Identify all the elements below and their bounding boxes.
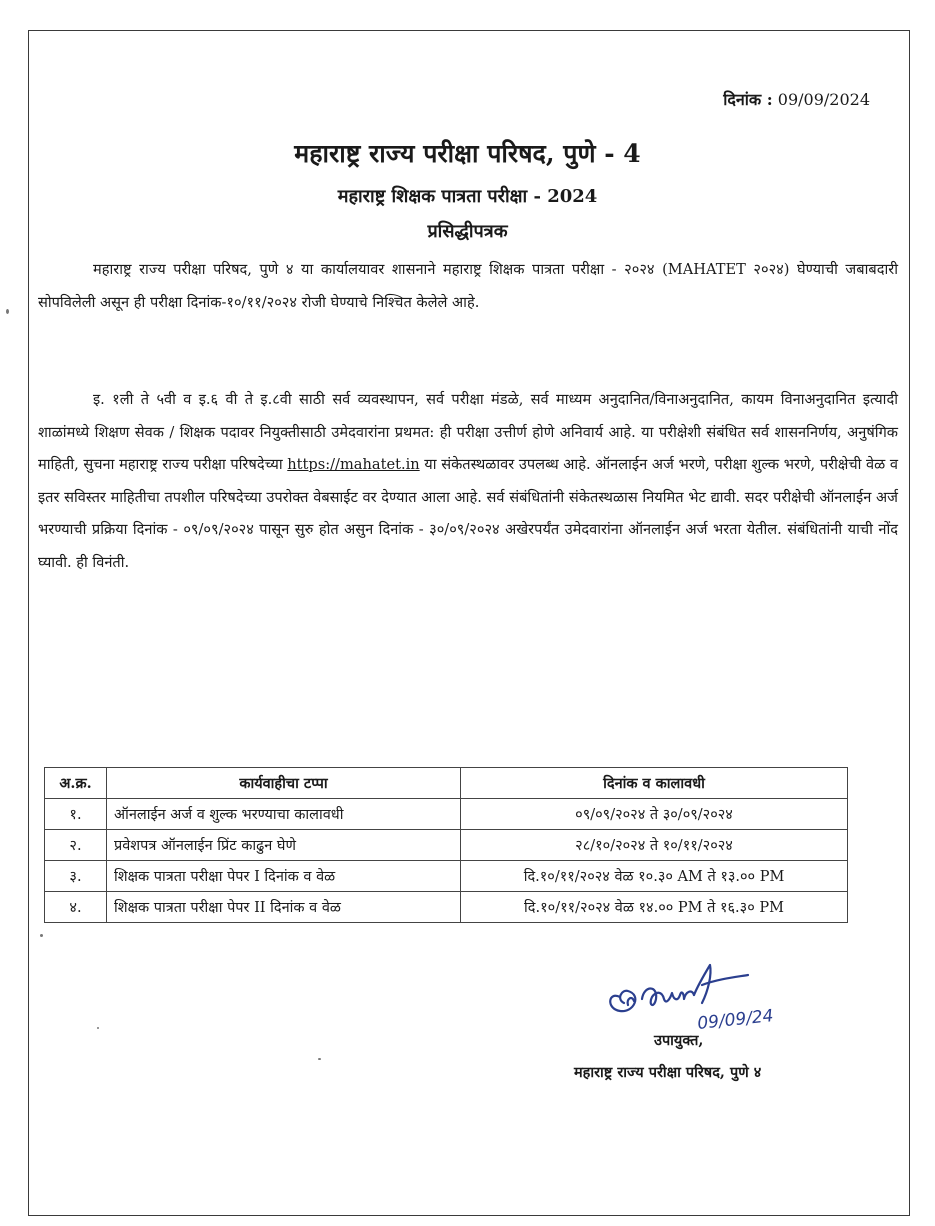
header-serial: अ.क्र. <box>45 768 107 799</box>
row-stage: प्रवेशपत्र ऑनलाईन प्रिंट काढुन घेणे <box>107 830 461 861</box>
council-title: महाराष्ट्र राज्य परीक्षा परिषद, पुणे - 4 <box>294 139 641 168</box>
row-serial: १. <box>45 799 107 830</box>
paragraph-intro-text: महाराष्ट्र राज्य परीक्षा परिषद, पुणे ४ या कार्यालयावर शासनाने महाराष्ट्र शिक्षक पात्रता परीक्षा - २०२४ (MAHATET २०२४) घेण्याची जबाबदारी सोपविलेली असून ही परीक्षा दिनांक-१०/११/२०२४ रोजी घेण्याचे निश्चित केलेले आहे. <box>38 261 898 311</box>
date-value: 09/09/2024 <box>777 90 870 109</box>
row-date: दि.१०/११/२०२४ वेळ १०.३० AM ते १३.०० PM <box>461 861 848 892</box>
row-date: २८/१०/२०२४ ते १०/११/२०२४ <box>461 830 848 861</box>
mahatet-website-link[interactable]: https://mahatet.in <box>287 456 420 473</box>
paragraph-details-text <box>38 384 898 579</box>
scan-speck <box>6 309 9 314</box>
row-date: ०९/०९/२०२४ ते ३०/०९/२०२४ <box>461 799 848 830</box>
row-stage: शिक्षक पात्रता परीक्षा पेपर II दिनांक व वेळ <box>107 892 461 923</box>
scan-speck <box>97 1027 99 1029</box>
schedule-table <box>44 767 848 923</box>
signatory-title: उपायुक्त, <box>654 1032 704 1049</box>
document-date <box>723 88 870 110</box>
exam-title: महाराष्ट्र शिक्षक पात्रता परीक्षा - 2024 <box>337 186 598 207</box>
table-row <box>45 861 848 892</box>
header-stage: कार्यवाहीचा टप्पा <box>107 768 461 799</box>
date-label: दिनांक : <box>723 90 773 109</box>
row-stage: शिक्षक पात्रता परीक्षा पेपर I दिनांक व वेळ <box>107 861 461 892</box>
row-serial: २. <box>45 830 107 861</box>
scan-speck <box>40 934 43 937</box>
table-row <box>45 892 848 923</box>
notice-title: प्रसिद्धीपत्रक <box>427 221 508 242</box>
paragraph-details-part-1: इ. १ली ते ५वी व इ.६ वी ते इ.८वी साठी सर्व व्यवस्थापन, सर्व परीक्षा मंडळे, सर्व माध्यम अनुदानित/विनाअनुदानित, कायम विनाअनुदानित इत्यादी शाळांमध्ये शिक्षण सेवक / शिक्षक पदावर नियुक्तीसाठी उमेदवारांना प्रथमत: ही परीक्षा उत्तीर्ण होणे अनिवार्य आहे. या परीक्षेशी संबंधित सर्व शासननिर्णय, अनुषंगिक माहिती, सुचना महाराष्ट्र राज्य परीक्षा परिषदेच्या <box>38 391 898 473</box>
table-row <box>45 830 848 861</box>
signatory-organization: महाराष्ट्र राज्य परीक्षा परिषद, पुणे ४ <box>574 1064 762 1081</box>
row-serial: ३. <box>45 861 107 892</box>
row-serial: ४. <box>45 892 107 923</box>
row-stage: ऑनलाईन अर्ज व शुल्क भरण्याचा कालावधी <box>107 799 461 830</box>
scan-speck <box>318 1058 321 1060</box>
paragraph-details <box>38 384 898 579</box>
table-header-row <box>45 768 848 799</box>
handwritten-signature <box>598 955 808 1035</box>
paragraph-intro <box>38 254 898 319</box>
paragraph-details-part-2: या संकेतस्थळावर उपलब्ध आहे. ऑनलाईन अर्ज भरणे, परीक्षा शुल्क भरणे, परीक्षेची वेळ व इतर सविस्तर माहितीचा तपशील परिषदेच्या उपरोक्त वेबसाईट वर देण्यात आला आहे. सर्व संबंधितांनी संकेतस्थळास नियमित भेट द्यावी. सदर परीक्षेची ऑनलाईन अर्ज भरण्याची प्रक्रिया दिनांक - ०९/०९/२०२४ पासून सुरु होत असुन दिनांक - ३०/०९/२०२४ अखेरपर्यंत उमेदवारांना ऑनलाईन अर्ज भरता येतील. संबंधितांनी याची नोंद घ्यावी. ही विनंती. <box>38 456 898 571</box>
row-date: दि.१०/११/२०२४ वेळ १४.०० PM ते १६.३० PM <box>461 892 848 923</box>
signature-date: 09/09/24 <box>696 1006 775 1034</box>
header-date: दिनांक व कालावधी <box>461 768 848 799</box>
table-row <box>45 799 848 830</box>
